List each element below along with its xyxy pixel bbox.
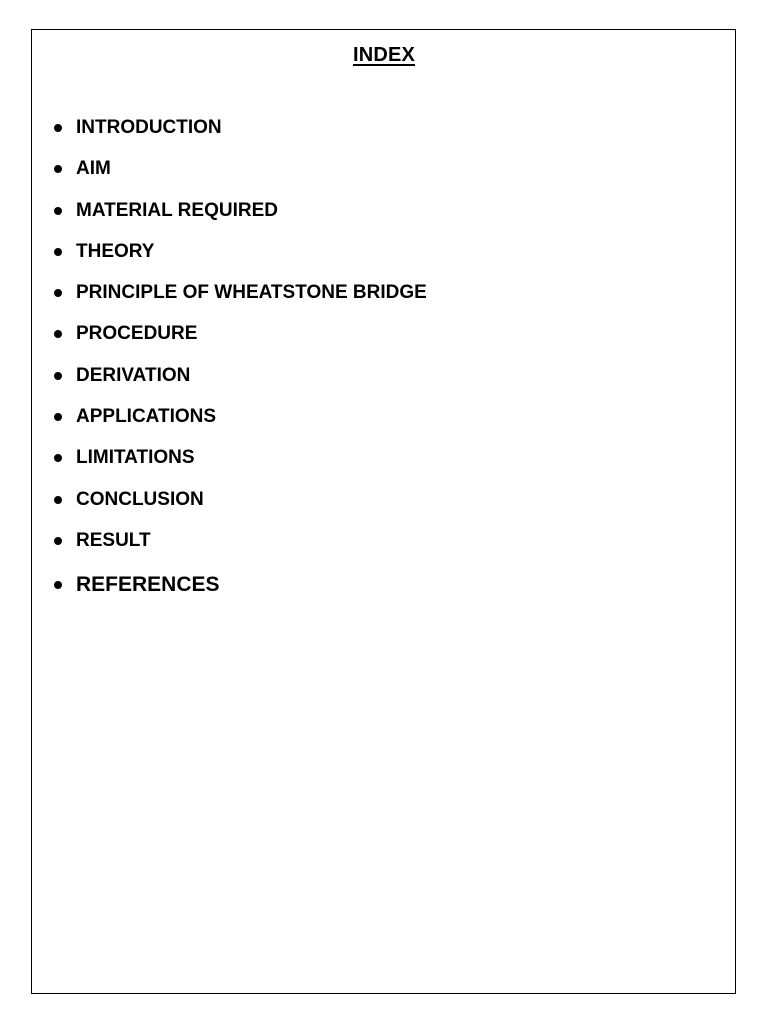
list-item-label: REFERENCES xyxy=(76,573,220,597)
bullet-icon xyxy=(54,124,62,132)
bullet-icon xyxy=(54,496,62,504)
list-item-label: MATERIAL REQUIRED xyxy=(76,199,278,221)
bullet-icon xyxy=(54,372,62,380)
list-item-label: CONCLUSION xyxy=(76,488,204,510)
list-item-label: THEORY xyxy=(76,240,155,262)
list-item-label: APPLICATIONS xyxy=(76,406,217,428)
list-item-label: INTRODUCTION xyxy=(76,117,222,138)
list-item-label: RESULT xyxy=(76,529,151,551)
list-item-label: PRINCIPLE OF WHEATSTONE BRIDGE xyxy=(76,282,427,304)
page-title: INDEX xyxy=(352,44,416,66)
bullet-icon xyxy=(54,248,62,256)
list-item-label: DERIVATION xyxy=(76,364,191,386)
list-item-label: PROCEDURE xyxy=(76,323,198,345)
list-item-label: LIMITATIONS xyxy=(76,447,195,469)
bullet-icon xyxy=(54,537,62,545)
bullet-icon xyxy=(54,207,62,215)
list-item-label: AIM xyxy=(76,158,111,180)
